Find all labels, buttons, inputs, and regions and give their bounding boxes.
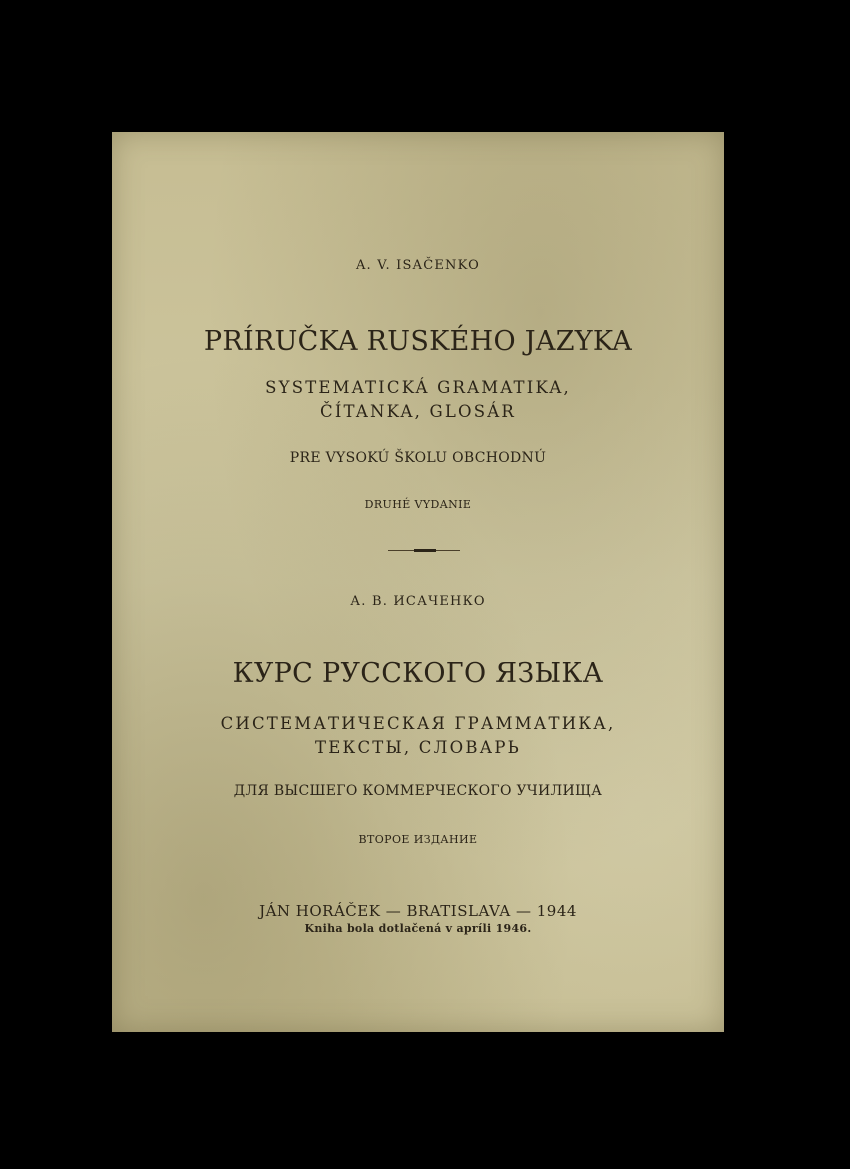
slovak-subtitle-line2: ČÍTANKA, GLOSÁR xyxy=(320,402,516,421)
divider-rule-center xyxy=(414,549,436,552)
russian-author: А. В. ИСАЧЕНКО xyxy=(350,594,486,609)
russian-subtitle-line1: СИСТЕМАТИЧЕСКАЯ ГРАММАТИКА, xyxy=(220,714,616,733)
printing-note: Kniha bola dotlačená v apríli 1946. xyxy=(304,922,532,935)
slovak-purpose: PRE VYSOKÚ ŠKOLU OBCHODNÚ xyxy=(289,450,547,466)
russian-subtitle-line2: ТЕКСТЫ, СЛОВАРЬ xyxy=(315,738,521,757)
publisher-imprint: JÁN HORÁČEK — BRATISLAVA — 1944 xyxy=(259,902,577,920)
russian-edition: ВТОРОЕ ИЗДАНИЕ xyxy=(358,833,478,846)
russian-title: КУРС РУССКОГО ЯЗЫКА xyxy=(232,658,604,689)
russian-purpose: ДЛЯ ВЫСШЕГО КОММЕРЧЕСКОГО УЧИЛИЩА xyxy=(233,783,603,799)
slovak-author: A. V. ISAČENKO xyxy=(355,258,481,273)
slovak-title: PRÍRUČKA RUSKÉHO JAZYKA xyxy=(203,326,633,357)
slovak-edition: DRUHÉ VYDANIE xyxy=(364,498,472,511)
book-cover xyxy=(112,132,724,1032)
slovak-subtitle-line1: SYSTEMATICKÁ GRAMATIKA, xyxy=(265,378,571,397)
